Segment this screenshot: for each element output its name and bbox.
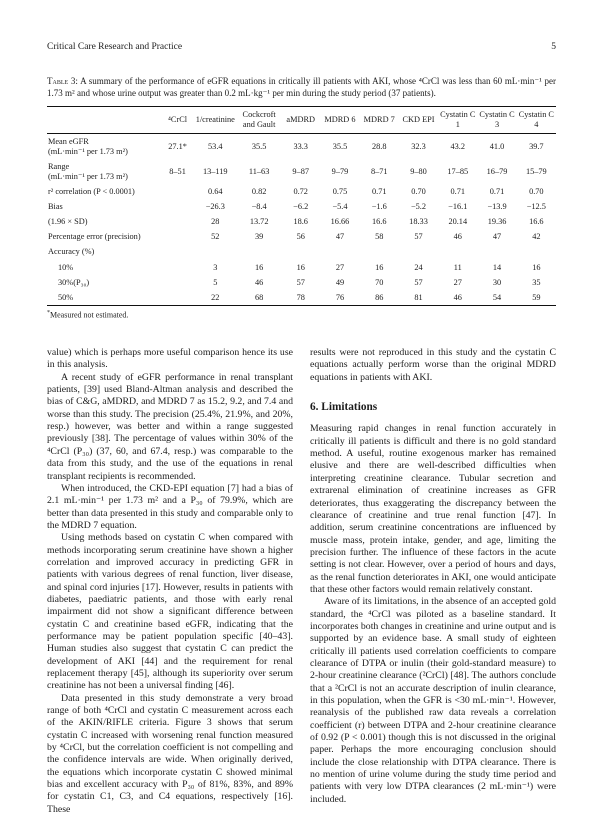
table-cell [193,245,237,260]
row-label: 10% [58,262,74,272]
table-cell [281,245,320,260]
table-cell [399,245,438,260]
table-cell [162,275,194,290]
table-cell [162,245,194,260]
results-table [47,106,556,306]
table-header [47,107,556,134]
table-cell: 3 [213,262,218,272]
table-cell: 46 [255,277,264,287]
column-header: CKD EPI [399,107,438,134]
table-cell: 9–87 [292,166,309,176]
footnote-star: * [47,310,50,317]
table-cell: 81 [414,292,423,302]
table-cell: 70 [375,277,384,287]
table-caption-label: Table 3: [47,76,78,86]
table-row [47,290,556,306]
table-cell: −1.6 [371,202,387,212]
table-cell: 27 [335,262,345,272]
table-cell: 76 [335,292,345,302]
table-cell: 11 [453,262,462,272]
column-header: Cystatin C 3 [477,107,516,134]
table-cell: 28.8 [371,141,387,151]
table-cell: 46 [453,232,462,242]
table-row [47,260,556,275]
table-cell: 57 [414,277,423,287]
paragraph: Aware of its limitations, in the absence of an accepted gold standard, the ⁴CrCl was piloted as a baseline standard. It incorporates both changes in creatinine and urine output and is supported by an evidence base. A small study of eighteen critically ill patients used correlation coefficients to compare clearance of DTPA or inulin (their gold-standard measure) to 2-hour creatinine clearance (²CrCl) [48]. The authors conclude that a ²CrCl is not an accurate description of inulin clearance, in this population, when the GFR is <30 mL·min⁻¹. However, reanalysis of the published raw data reveals a correlation coefficient (r) between DTPA and 2-hour creatinine clearance of 0.92 (P < 0.001) though this is not discussed in the original paper. Perhaps the more encouraging conclusion should include the close relationship with DTPA clearance. There is no mention of urine volume during the study time period and patients with very low DTPA clearances (2 mL·min⁻¹) were included. [310,596,556,805]
table-cell: 59 [532,292,541,302]
column-header [47,107,162,134]
table-cell [477,245,516,260]
table-cell: 53.4 [208,141,223,151]
table-cell: 0.71 [371,186,387,196]
table-cell: −12.5 [526,202,546,212]
row-label: Range (mL·min⁻¹ per 1.73 m²) [48,161,128,181]
table-cell: 43.2 [450,141,466,151]
paragraph: results were not reproduced in this study and the cystatin C equations actually perform worse than the original MDRD equations in patients with AKI. [310,347,556,383]
left-column [47,347,293,816]
table-cell: 35.5 [251,141,267,151]
table-cell: 16 [375,262,384,272]
table-cell: 0.72 [293,186,308,196]
column-header: MDRD 6 [320,107,359,134]
body-columns [47,347,556,816]
table-cell [162,230,194,245]
table-cell: 16.6 [371,217,387,227]
table-body [47,134,556,306]
table-cell: 11–63 [248,166,270,176]
column-header: Cystatin C 4 [517,107,556,134]
table-cell: −5.2 [410,202,427,212]
table-cell: 8–51 [169,166,186,176]
table-cell: 9–79 [331,166,349,176]
table-cell [162,215,194,230]
paragraph: Data presented in this study demonstrate a very broad range of both ⁴CrCl and cystatin C measurement across each of the AKIN/RIFLE criteria. Figure 3 shows that serum cystatin C increased with worsening renal function measured by ⁴CrCl, but the correlation coefficient is not compelling and the confidence intervals are wide. When originally derived, the equations which incorporate cystatin C showed minimal bias and excellent accuracy with P₃₀ of 81%, 83%, and 89% for cystatin C1, C3, and C4 equations, respectively [16]. These [47,692,293,815]
table-cell: 16–79 [486,166,508,176]
table-cell: 20.14 [448,217,468,227]
table-cell: 78 [296,292,305,302]
table-cell: 68 [255,292,264,302]
table-cell: 16 [255,262,264,272]
table-cell: 15–79 [525,166,547,176]
table-cell: 56 [296,232,305,242]
table-cell: 33.3 [293,141,308,151]
table-cell: 16.6 [529,217,544,227]
table-header-row [47,107,556,134]
table-row [47,215,556,230]
table-cell: 27.1* [168,141,187,151]
paragraph: A recent study of eGFR performance in renal transplant patients, [39] used Bland-Altman analysis and described the bias of C&G, aMDRD, and MDRD 7 as 15.2, 9.2, and 7.4 and worse than this study. The precision (25.4%, 21.9%, and 20%, resp.) however, was better and within a range suggested previously [38]. The percentage of values within 30% of the ⁴CrCl (P₃₀) (37, 60, and 67.4, resp.) was comparable to the data from this study, and the use of the equations in renal transplant recipients is recommended. [47,371,293,482]
table-cell: 28 [211,217,220,227]
table-cell: −16.1 [448,202,468,212]
table-cell: 0.71 [489,186,505,196]
footnote-text: Measured not estimated. [50,311,129,321]
table-row [47,275,556,290]
column-header: MDRD 7 [360,107,399,134]
table-cell: 16 [532,262,541,272]
table-cell: 58 [375,232,384,242]
table-cell: 0.75 [332,186,348,196]
table-row [47,245,556,260]
table-caption [47,76,556,99]
table-cell: 57 [414,232,423,242]
table-cell: 35 [532,277,541,287]
table-cell: 35.5 [332,141,348,151]
row-label: Mean eGFR (mL·min⁻¹ per 1.73 m²) [48,136,128,156]
table-cell [162,290,194,306]
table-cell: 39 [255,232,264,242]
running-header [47,42,556,52]
right-column [310,347,556,816]
column-header: Cystatin C 1 [438,107,477,134]
table-cell: 9–80 [410,166,427,176]
table-row [47,184,556,199]
table-cell: 13.72 [249,217,269,227]
table-cell: −5.4 [332,202,348,212]
table-cell: 13–119 [202,166,228,176]
table-cell: 0.70 [529,186,544,196]
column-header: aMDRD [281,107,320,134]
table-cell: 54 [492,292,502,302]
table-row [47,199,556,214]
table-cell: 5 [213,277,218,287]
table-cell: 52 [211,232,220,242]
table-cell: 22 [211,292,220,302]
table-cell: 49 [335,277,345,287]
table-cell: 47 [492,232,502,242]
table-cell: 18.33 [409,217,428,227]
table-footnote [47,310,556,320]
table-cell: 0.64 [208,186,223,196]
right-column-paragraphs [310,423,556,806]
row-label: (1.96 × SD) [48,217,88,227]
table-cell: 17–85 [447,166,469,176]
table-cell: 46 [453,292,462,302]
paragraph: Using methods based on cystatin C when compared with methods incorporating serum creatinine have shown a higher correlation and improved accuracy in predicting GFR in patients with various degrees of renal function, liver disease, and spinal cord injuries [17]. However, results in patients with diabetes, paediatric patients, and those with early renal impairment did not show a significant difference between cystatin C and creatinine based eGFR, indicating that the performance may be patient population specific [40–43]. Human studies also suggest that cystatin C can predict the development of AKI [44] and the requirement for renal replacement therapy [45], although its superiority over serum creatinine has not been a universal finding [46]. [47,532,293,692]
table-cell [162,260,194,275]
paragraph: Measuring rapid changes in renal function accurately in critically ill patients is difficult and there is no gold standard method. A useful, routine exogenous marker has remained elusive and there are well-described difficulties when interpreting creatinine clearance. Tubular secretion and extrarenal elimination of creatinine increases as GFR deteriorates, thus exaggerating the discrepancy between the clearance of creatinine and true renal function [47]. In addition, serum creatinine concentrations are influenced by muscle mass, protein intake, gender, and age, limiting the precision further. The influence of these factors in the acute setting is not clear. However, over a period of hours and days, as the renal function deteriorates in AKI, one would anticipate that these other factors would remain relatively constant. [310,423,556,595]
table-cell: 41.0 [489,141,505,151]
table-cell [517,245,556,260]
table-cell: 39.7 [529,141,544,151]
table-cell [162,184,194,199]
row-label: Percentage error (precision) [48,232,141,242]
row-label: r² correlation (P < 0.0001) [48,186,135,196]
table-cell: 0.70 [411,186,426,196]
table-row [47,134,556,160]
table-cell: −8.4 [251,202,267,212]
journal-name: Critical Care Research and Practice [47,42,183,52]
table-cell [162,199,194,214]
table-row [47,159,556,184]
table-cell: 57 [296,277,305,287]
table-cell: 18.6 [293,217,308,227]
table-cell: 27 [453,277,462,287]
table-cell: 32.3 [411,141,426,151]
table-cell: 14 [492,262,502,272]
table-cell [438,245,477,260]
paragraph: When introduced, the CKD-EPI equation [7] had a bias of 2.1 mL·min⁻¹ per 1.73 m² and a P₃₀ of 79.9%, which are better than data presented in this study and comparable only to the MDRD 7 equation. [47,482,293,531]
table-cell: 19.36 [487,217,507,227]
table-cell: 0.82 [251,186,267,196]
column-header: Cockcroft and Gault [237,107,281,134]
table-cell: 47 [335,232,345,242]
row-label: Bias [48,202,63,212]
table-cell: 42 [532,232,541,242]
table-cell: 86 [375,292,384,302]
row-label: 30%(P₃₀) [58,277,90,287]
column-header: 1/creatinine [193,107,237,134]
table-cell: −13.9 [487,202,507,212]
table-cell: 0.71 [450,186,466,196]
table-cell [360,245,399,260]
table-cell: −26.3 [205,202,225,212]
table-caption-text: A summary of the performance of eGFR equations in critically ill patients with AKI, whose ⁴CrCl was less than 60 mL·min⁻¹ per 1.73 m² and whose urine output was greater than 0.2 mL·kg⁻¹ per min during the study period (37 patients). [47,76,556,98]
column-header: ⁴CrCl [162,107,194,134]
table-cell [320,245,359,260]
section-heading: 6. Limitations [310,401,378,414]
paragraph: value) which is perhaps more useful comparison hence its use in this analysis. [47,347,293,371]
table-cell: −6.2 [293,202,309,212]
table-cell: 16 [296,262,305,272]
table-cell: 24 [414,262,423,272]
page-number: 5 [551,42,556,52]
table-cell: 8–71 [370,166,388,176]
table-cell: 16.66 [330,217,350,227]
table-cell: 30 [492,277,502,287]
table-row [47,230,556,245]
table-cell [237,245,281,260]
row-label: 50% [58,292,74,302]
row-label: Accuracy (%) [48,247,95,257]
